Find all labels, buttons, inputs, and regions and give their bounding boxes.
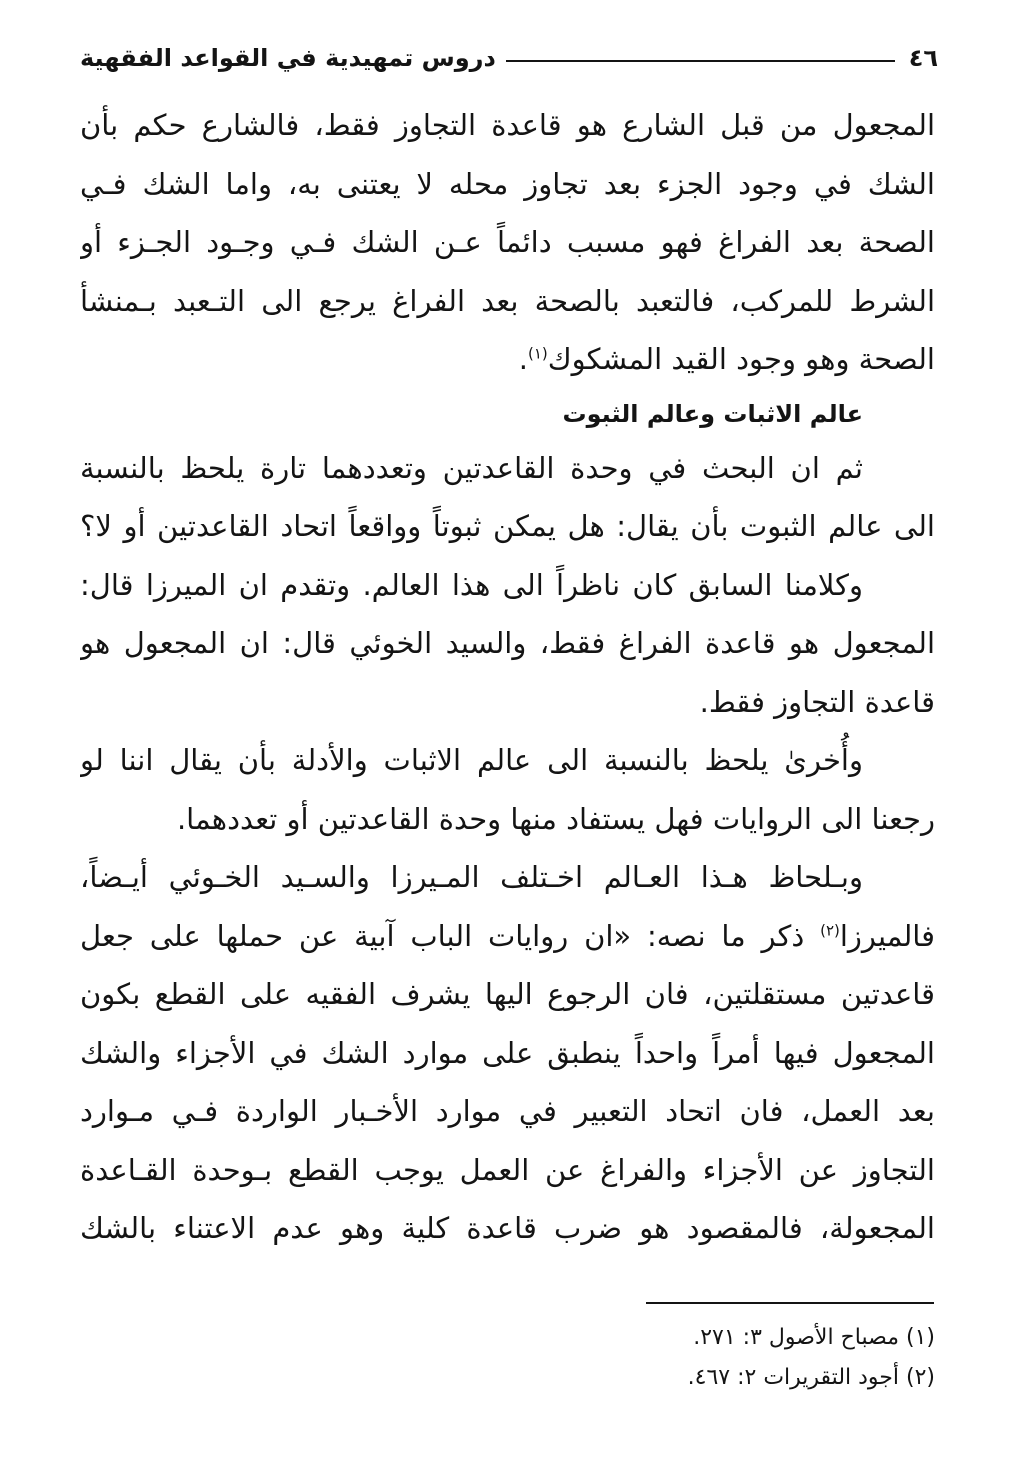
paragraph-line: الى عالم الثبوت بأن يقال: هل يمكن ثبوتاً وواقعاً اتحاد القاعدتين أو لا؟ [80, 509, 935, 543]
paragraph-line [80, 907, 935, 966]
line-text: فالميرزا [839, 918, 935, 953]
footnotes [80, 1318, 935, 1398]
header-rule [506, 60, 895, 62]
paragraph-line: وبـلحاظ هـذا العـالم اخـتلف المـيرزا والسـيد الخـوئي أيـضاً، [80, 860, 863, 894]
footnote: (٢) أجود التقريرات ٢: ٤٦٧. [687, 1365, 935, 1390]
page-number: ٤٦ [908, 44, 938, 72]
paragraph-line: التجاوز عن الأجزاء والفراغ عن العمل يوجب القطع بـوحدة القـاعدة [80, 1152, 935, 1187]
line-end: . [518, 342, 528, 376]
paragraph-line: المجعول هو قاعدة الفراغ فقط، والسيد الخوئي قال: ان المجعول هو [80, 626, 935, 660]
footnote-rule [646, 1302, 934, 1304]
paragraph-line: وأُخرىٰ يلحظ بالنسبة الى عالم الاثبات والأدلة بأن يقال اننا لو [80, 743, 863, 777]
paragraph-line: رجعنا الى الروايات فهل يستفاد منها وحدة القاعدتين أو تعددهما. [176, 801, 935, 836]
section-heading: عالم الاثبات وعالم الثبوت [562, 399, 863, 428]
paragraph-line: المجعول فيها أمراً واحداً ينطبق على موارد الشك في الأجزاء والشك [80, 1035, 935, 1070]
paragraph-line: وكلامنا السابق كان ناظراً الى هذا العالم. وتقدم ان الميرزا قال: [80, 567, 863, 602]
footnote-ref: (٢) [820, 920, 840, 939]
paragraph-line: الشك في وجود الجزء بعد تجاوز محله لا يعتنى به، واما الشك فـي [80, 166, 935, 201]
paragraph-line: قاعدتين مستقلتين، فان الرجوع اليها يشرف الفقيه على القطع بكون [80, 977, 935, 1011]
paragraph-line [80, 330, 935, 389]
footnote-ref: (١) [527, 344, 548, 363]
paragraph-line: الشرط للمركب، فالتعبد بالصحة بعد الفراغ يرجع الى التـعبد بـمنشأ [80, 283, 935, 318]
running-header [80, 38, 938, 78]
book-title: دروس تمهيدية في القواعد الفقهية [80, 44, 496, 72]
paragraph-line: ثم ان البحث في وحدة القاعدتين وتعددهما تارة يلحظ بالنسبة [80, 450, 863, 485]
body-text [80, 96, 935, 1258]
paragraph-line: بعد العمل، فان اتحاد التعبير في موارد الأخـبار الواردة فـي مـوارد [80, 1094, 935, 1128]
paragraph-line: المجعولة، فالمقصود هو ضرب قاعدة كلية وهو عدم الاعتناء بالشك [80, 1211, 935, 1245]
footnote: (١) مصباح الأصول ٣: ٢٧١. [693, 1325, 935, 1350]
line-text: الصحة وهو وجود القيد المشكوك [547, 342, 935, 376]
line-text: ذكر ما نصه: «ان روايات الباب آبية عن حملها على جعل [80, 918, 805, 953]
paragraph-line: المجعول من قبل الشارع هو قاعدة التجاوز فقط، فالشارع حكم بأن [80, 108, 935, 142]
paragraph-line: قاعدة التجاوز فقط. [699, 684, 935, 719]
paragraph-line: الصحة بعد الفراغ فهو مسبب دائماً عـن الشك فـي وجـود الجـزء أو [80, 225, 935, 259]
